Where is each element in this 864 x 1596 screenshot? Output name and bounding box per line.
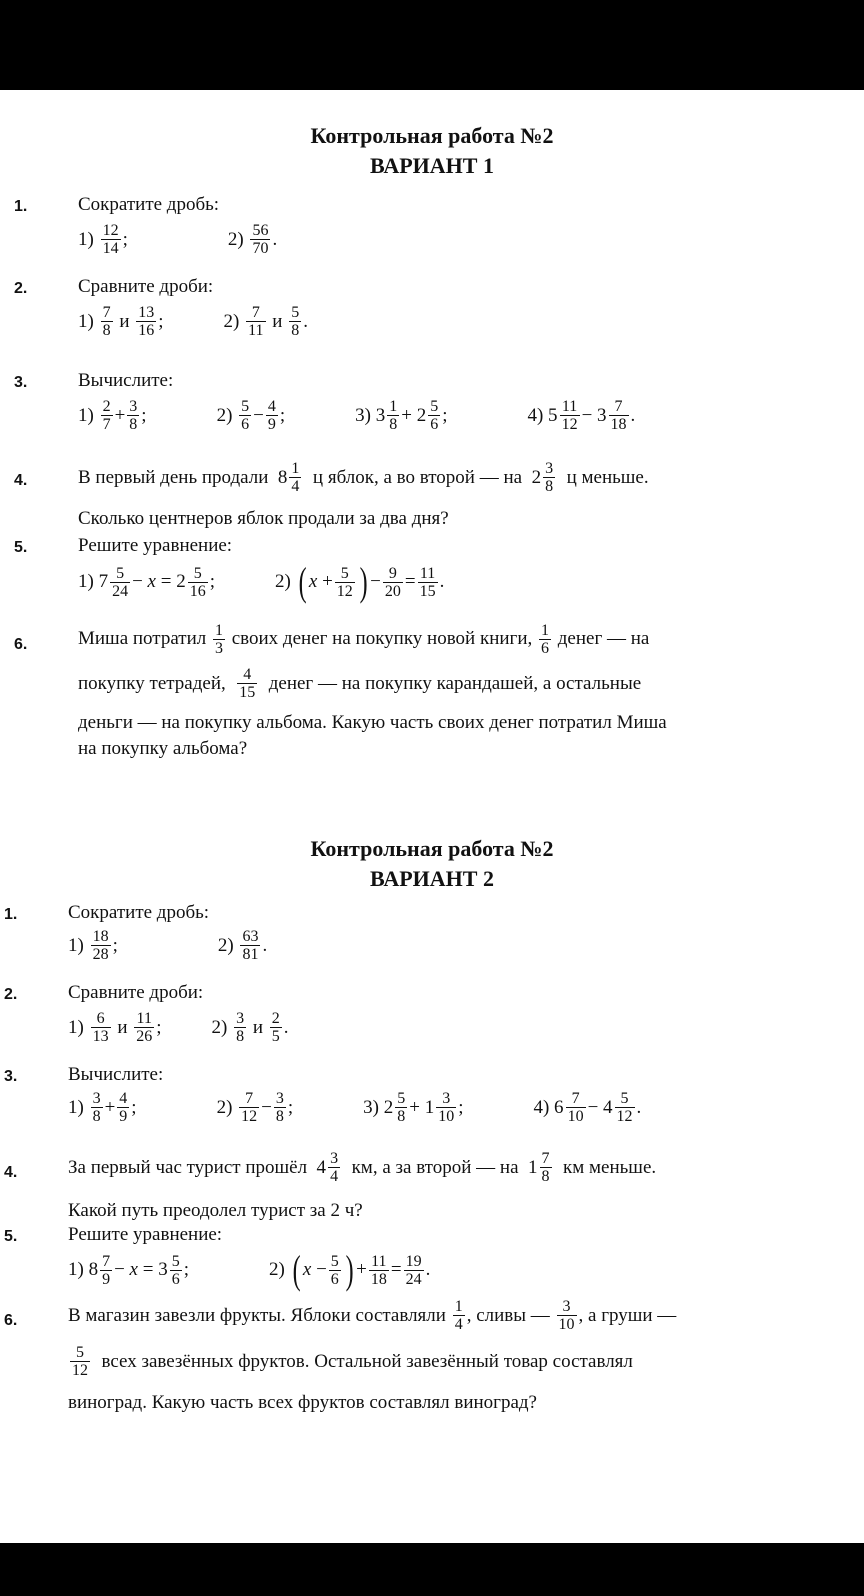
v2-task2-items: 1) $\frac{6}{13}$ и $\frac{11}{26}$ ; 2) $\frac{3}{8}$ и $\frac{2}{5}$ . (68, 1010, 289, 1045)
v2-task4-line2: Какой путь преодолел турист за 2 ч? (68, 1200, 363, 1221)
v1-task1-items: 1) $\frac{12}{14}$ ; 2) $\frac{56}{70}$ . (78, 222, 278, 257)
v1-task2-number: 2. (14, 280, 28, 297)
v2-task1-text: Сократите дробь: (68, 902, 210, 923)
v1-task1-text: Сократите дробь: (78, 194, 220, 215)
v2-task5-text: Решите уравнение: (68, 1224, 223, 1245)
v1-task3-number: 3. (14, 374, 28, 391)
v1-task6-line2: покупку тетрадей, $\frac{4}{15}$ денег — на покупку карандашей, а остальные (78, 666, 642, 701)
v1-task6-line1: Миша потратил $\frac{1}{3}$ своих денег на покупку новой книги, $\frac{1}{6}$ денег — на (78, 622, 650, 657)
v2-task2-text: Сравните дроби: (68, 982, 204, 1003)
v2-task6-line3: виноград. Какую часть всех фруктов составлял виноград? (68, 1392, 537, 1413)
v1-task6-line3: деньги — на покупку альбома. Какую часть своих денег потратил Миша (78, 712, 667, 733)
v1-task3-items: 1) $\frac{2}{7}$ + $\frac{3}{8}$ ; 2) $\frac{5}{6}$ − $\frac{4}{9}$ ; 3) 3 $\frac{1}{8}$ + 2 $\frac{5}{6}$ ; 4) 5 $\frac{11}{12}$ − 3 $\frac{7}{18}$ . (78, 398, 636, 433)
v2-task5-items: 1) 8 $\frac{7}{9}$ − x = 3 $\frac{5}{6}$ ; 2) ( x − $\frac{5}{6}$ ) + $\frac{11}{18}$ = $\frac{19}{24}$ . (68, 1247, 431, 1292)
v2-task3-text: Вычислите: (68, 1064, 164, 1085)
v2-task3-items: 1) $\frac{3}{8}$ + $\frac{4}{9}$ ; 2) $\frac{7}{12}$ − $\frac{3}{8}$ ; 3) 2 $\frac{5}{8}$ + 1 $\frac{3}{10}$ ; 4) 6 $\frac{7}{10}$ − 4 $\frac{5}{12}$ . (68, 1090, 642, 1125)
v1-task1-number: 1. (14, 198, 28, 215)
worksheet-page (0, 90, 864, 1543)
fraction: $\frac{56}{70}$ (252, 222, 269, 257)
v2-task2-number: 2. (4, 986, 18, 1003)
v2-task6-line1: В магазин завезли фрукты. Яблоки составляли $\frac{1}{4}$ , сливы — $\frac{3}{10}$ , а груши — (68, 1298, 677, 1333)
v2-task6-line2: $\frac{5}{12}$ всех завезённых фруктов. Остальной завезённый товар составлял (72, 1344, 633, 1379)
variant1-title: Контрольная работа №2 (310, 123, 554, 148)
v1-task3-text: Вычислите: (78, 370, 174, 391)
variant2-subtitle: ВАРИАНТ 2 (370, 866, 494, 891)
v2-task4-line1: За первый час турист прошёл 4 $\frac{3}{4}$ км, а за второй — на 1 $\frac{7}{8}$ км меньше. (68, 1150, 657, 1185)
v1-task6-line4: на покупку альбома? (78, 738, 248, 759)
v2-task4-number: 4. (4, 1164, 18, 1181)
v1-task6-number: 6. (14, 636, 28, 653)
v1-task2-items: 1) $\frac{7}{8}$ и $\frac{13}{16}$ ; 2) $\frac{7}{11}$ и $\frac{5}{8}$ . (78, 304, 308, 339)
fraction: $\frac{12}{14}$ (102, 222, 119, 257)
v1-task2-text: Сравните дроби: (78, 276, 214, 297)
v1-task4-line2: Сколько центнеров яблок продали за два дня? (78, 508, 449, 529)
v2-task6-number: 6. (4, 1312, 18, 1329)
variant2-title: Контрольная работа №2 (310, 836, 554, 861)
v2-task1-items: 1) $\frac{18}{28}$ ; 2) $\frac{63}{81}$ . (68, 928, 268, 963)
v2-task3-number: 3. (4, 1068, 18, 1085)
v1-task4-number: 4. (14, 472, 28, 489)
v2-task5-number: 5. (4, 1228, 18, 1245)
v1-task5-number: 5. (14, 539, 28, 556)
v1-task4-line1: В первый день продали 8 $\frac{1}{4}$ ц яблок, а во второй — на 2 $\frac{3}{8}$ ц меньше. (78, 460, 649, 495)
v1-task5-text: Решите уравнение: (78, 535, 233, 556)
variant1-subtitle: ВАРИАНТ 1 (370, 153, 494, 178)
v2-task1-number: 1. (4, 906, 18, 923)
v1-task5-items: 1) 7 $\frac{5}{24}$ − x = 2 $\frac{5}{16}$ ; 2) ( x + $\frac{5}{12}$ ) − $\frac{9}{20}$ = $\frac{11}{15}$ . (78, 559, 445, 604)
